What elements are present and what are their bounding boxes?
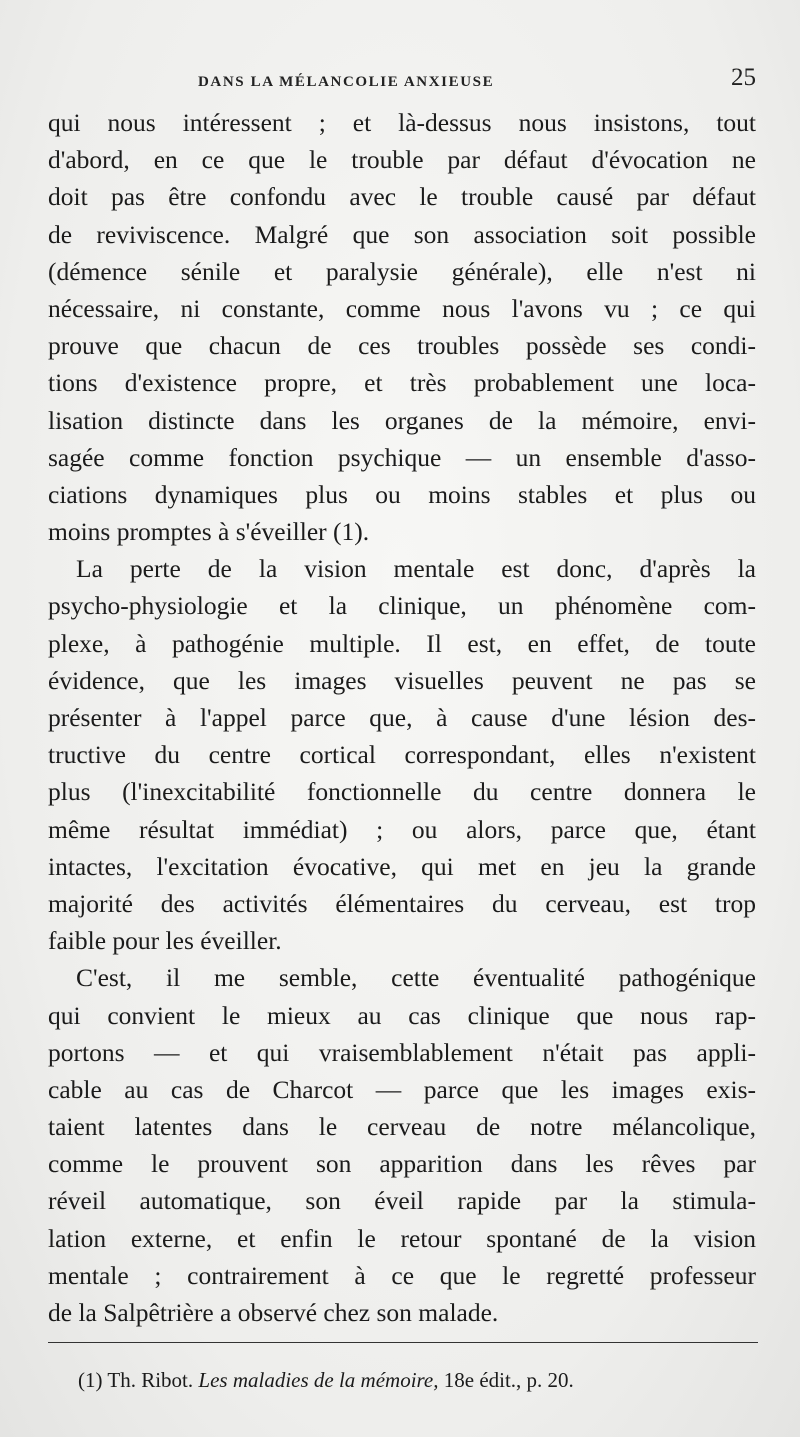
- text-line: faible pour les éveiller.: [48, 926, 282, 956]
- text-line: même résultat immédiat) ; ou alors, parce que, étant: [48, 814, 756, 844]
- footnote-edition: 18e édit., p. 20.: [443, 1368, 574, 1392]
- text-line: mentale ; contrairement à ce que le regretté professeur: [48, 1260, 756, 1290]
- text-line: évidence, que les images visuelles peuvent ne pas se: [48, 665, 756, 695]
- text-line: présenter à l'appel parce que, à cause d'une lésion des-: [48, 703, 756, 732]
- text-line: prouve que chacun de ces troubles possède ses condi-: [48, 331, 756, 361]
- paragraph-start-line: C'est, il me semble, cette éventualité pathogénique: [76, 963, 756, 993]
- text-line: d'abord, en ce que le trouble par défaut d'évocation ne: [48, 145, 756, 175]
- text-line: taient latentes dans le cerveau de notre mélancolique,: [48, 1112, 756, 1142]
- text-line: intactes, l'excitation évocative, qui met en jeu la grande: [48, 851, 756, 881]
- page-header: [48, 64, 756, 104]
- text-line: tions d'existence propre, et très probablement une loca-: [48, 368, 756, 398]
- footnote-divider: [48, 1342, 758, 1343]
- text-line: cable au cas de Charcot — parce que les images exis-: [48, 1074, 756, 1104]
- text-line: qui convient le mieux au cas clinique que nous rap-: [48, 1000, 756, 1030]
- text-line: réveil automatique, son éveil rapide par la stimula-: [48, 1186, 756, 1216]
- footnote-title: Les maladies de la mémoire,: [198, 1368, 439, 1392]
- text-line: moins promptes à s'éveiller (1).: [48, 517, 370, 547]
- text-line: ciations dynamiques plus ou moins stables et plus ou: [48, 479, 756, 509]
- text-line: tructive du centre cortical correspondant, elles n'existent: [48, 740, 756, 770]
- page-number: 25: [731, 64, 756, 91]
- footnote-author: Th. Ribot.: [107, 1368, 194, 1392]
- text-line: lation externe, et enfin le retour spontané de la vision: [48, 1223, 756, 1253]
- text-line: plexe, à pathogénie multiple. Il est, en effet, de toute: [48, 628, 756, 658]
- text-line: lisation distincte dans les organes de la mémoire, envi-: [48, 405, 756, 435]
- text-line: (démence sénile et paralysie générale), elle n'est ni: [48, 256, 756, 286]
- text-line: qui nous intéressent ; et là-dessus nous insistons, tout: [48, 108, 756, 137]
- text-line: nécessaire, ni constante, comme nous l'avons vu ; ce qui: [48, 293, 756, 323]
- running-head: DANS LA MÉLANCOLIE ANXIEUSE: [198, 74, 495, 90]
- text-line: plus (l'inexcitabilité fonctionnelle du centre donnera le: [48, 777, 756, 807]
- text-line: sagée comme fonction psychique — un ensemble d'asso-: [48, 442, 756, 472]
- footnote: [78, 1368, 574, 1393]
- text-line: psycho-physiologie et la clinique, un phénomène com-: [48, 591, 756, 621]
- text-line: doit pas être confondu avec le trouble causé par défaut: [48, 182, 756, 212]
- text-line: comme le prouvent son apparition dans les rêves par: [48, 1149, 756, 1179]
- text-line: de reviviscence. Malgré que son association soit possible: [48, 219, 756, 249]
- text-line: majorité des activités élémentaires du cerveau, est trop: [48, 888, 756, 918]
- text-line: portons — et qui vraisemblablement n'était pas appli-: [48, 1037, 756, 1067]
- paragraph-start-line: La perte de la vision mentale est donc, d'après la: [76, 554, 756, 584]
- footnote-marker: (1): [78, 1368, 103, 1392]
- text-line: de la Salpêtrière a observé chez son malade.: [48, 1298, 499, 1327]
- body-text: [48, 104, 756, 1331]
